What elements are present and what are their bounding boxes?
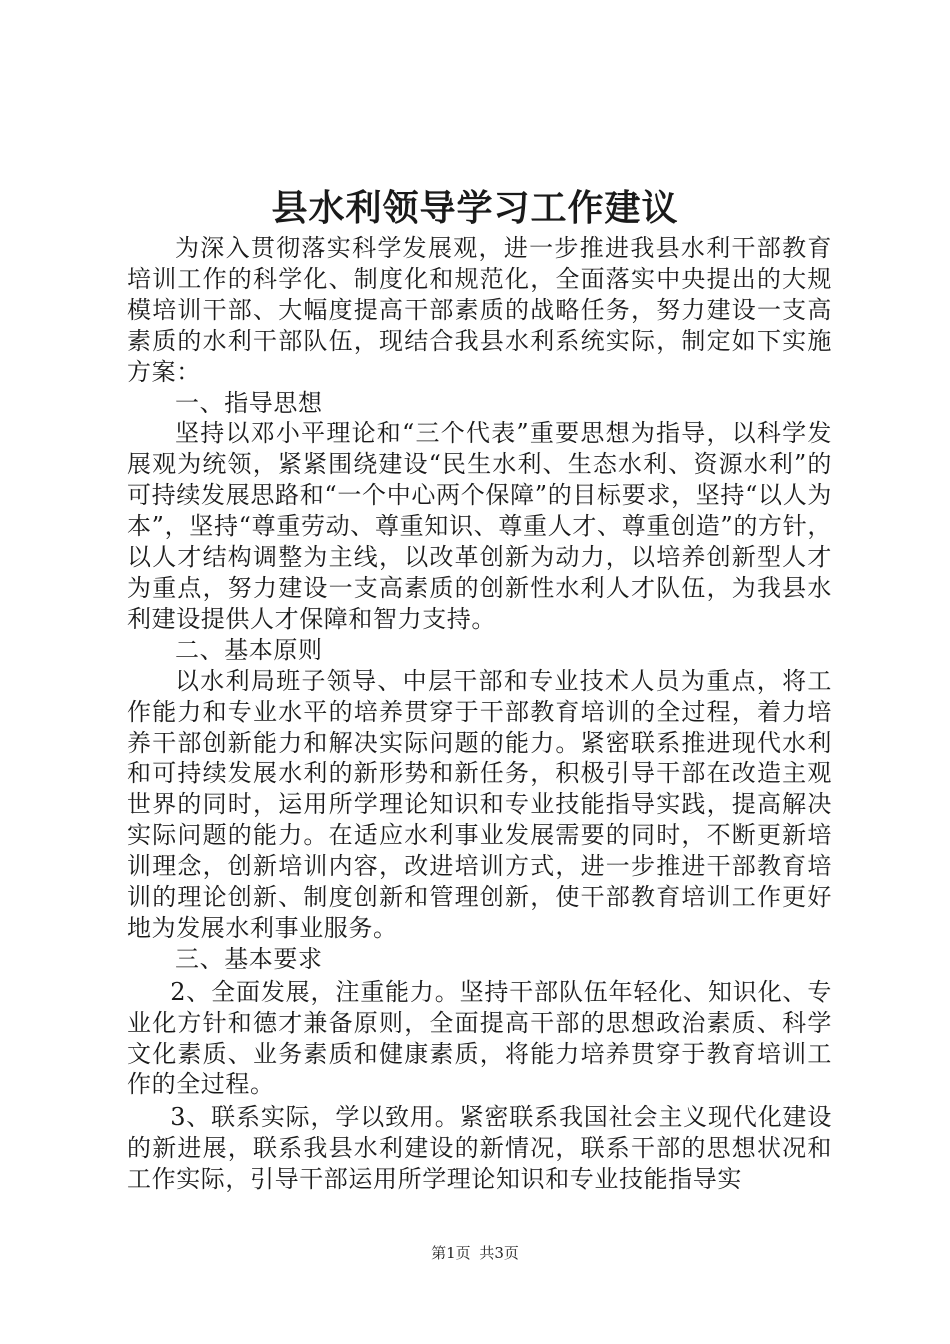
page-number: 第1页 bbox=[431, 1244, 471, 1262]
document-body bbox=[127, 233, 832, 1195]
section-heading-basic-requirements: 三、基本要求 bbox=[175, 944, 323, 973]
document-title: 县水利领导学习工作建议 bbox=[271, 187, 679, 229]
guiding-ideology-paragraph: 坚持以邓小平理论和“三个代表”重要思想为指导，以科学发展观为统领，紧紧围绕建设“民生水利、生态水利、资源水利”的可持续发展思路和“一个中心两个保障”的目标要求，坚持“以人为本”，坚持“尊重劳动、尊重知识、尊重人才、尊重创造”的方针，以人才结构调整为主线，以改革创新为动力，以培养创新型人才为重点，努力建设一支高素质的创新性水利人才队伍，为我县水利建设提供人才保障和智力支持。 bbox=[127, 419, 832, 633]
section-heading-basic-principles: 二、基本原则 bbox=[175, 635, 323, 664]
section-heading-guiding-ideology: 一、指导思想 bbox=[175, 388, 323, 417]
page-total: 共3页 bbox=[479, 1244, 519, 1262]
basic-principles-paragraph: 以水利局班子领导、中层干部和专业技术人员为重点，将工作能力和专业水平的培养贯穿于干部教育培训的全过程，着力培养干部创新能力和解决实际问题的能力。紧密联系推进现代水利和可持续发展水利的新形势和新任务，积极引导干部在改造主观世界的同时，运用所学理论知识和专业技能指导实践，提高解决实际问题的能力。在适应水利事业发展需要的同时，不断更新培训理念，创新培训内容，改进培训方式，进一步推进干部教育培训的理论创新、制度创新和管理创新，使干部教育培训工作更好地为发展水利事业服务。 bbox=[127, 666, 832, 942]
requirement-item-3: 3、联系实际，学以致用。紧密联系我国社会主义现代化建设的新进展，联系我县水利建设的新情况，联系干部的思想状况和工作实际，引导干部运用所学理论知识和专业技能指导实 bbox=[127, 1103, 832, 1194]
page-footer bbox=[0, 1243, 950, 1263]
requirement-item-2: 2、全面发展，注重能力。坚持干部队伍年轻化、知识化、专业化方针和德才兼备原则，全面提高干部的思想政治素质、科学文化素质、业务素质和健康素质，将能力培养贯穿于教育培训工作的全过程。 bbox=[127, 977, 832, 1099]
intro-paragraph: 为深入贯彻落实科学发展观，进一步推进我县水利干部教育培训工作的科学化、制度化和规范化，全面落实中央提出的大规模培训干部、大幅度提高干部素质的战略任务，努力建设一支高素质的水利干部队伍，现结合我县水利系统实际，制定如下实施方案： bbox=[127, 234, 832, 386]
